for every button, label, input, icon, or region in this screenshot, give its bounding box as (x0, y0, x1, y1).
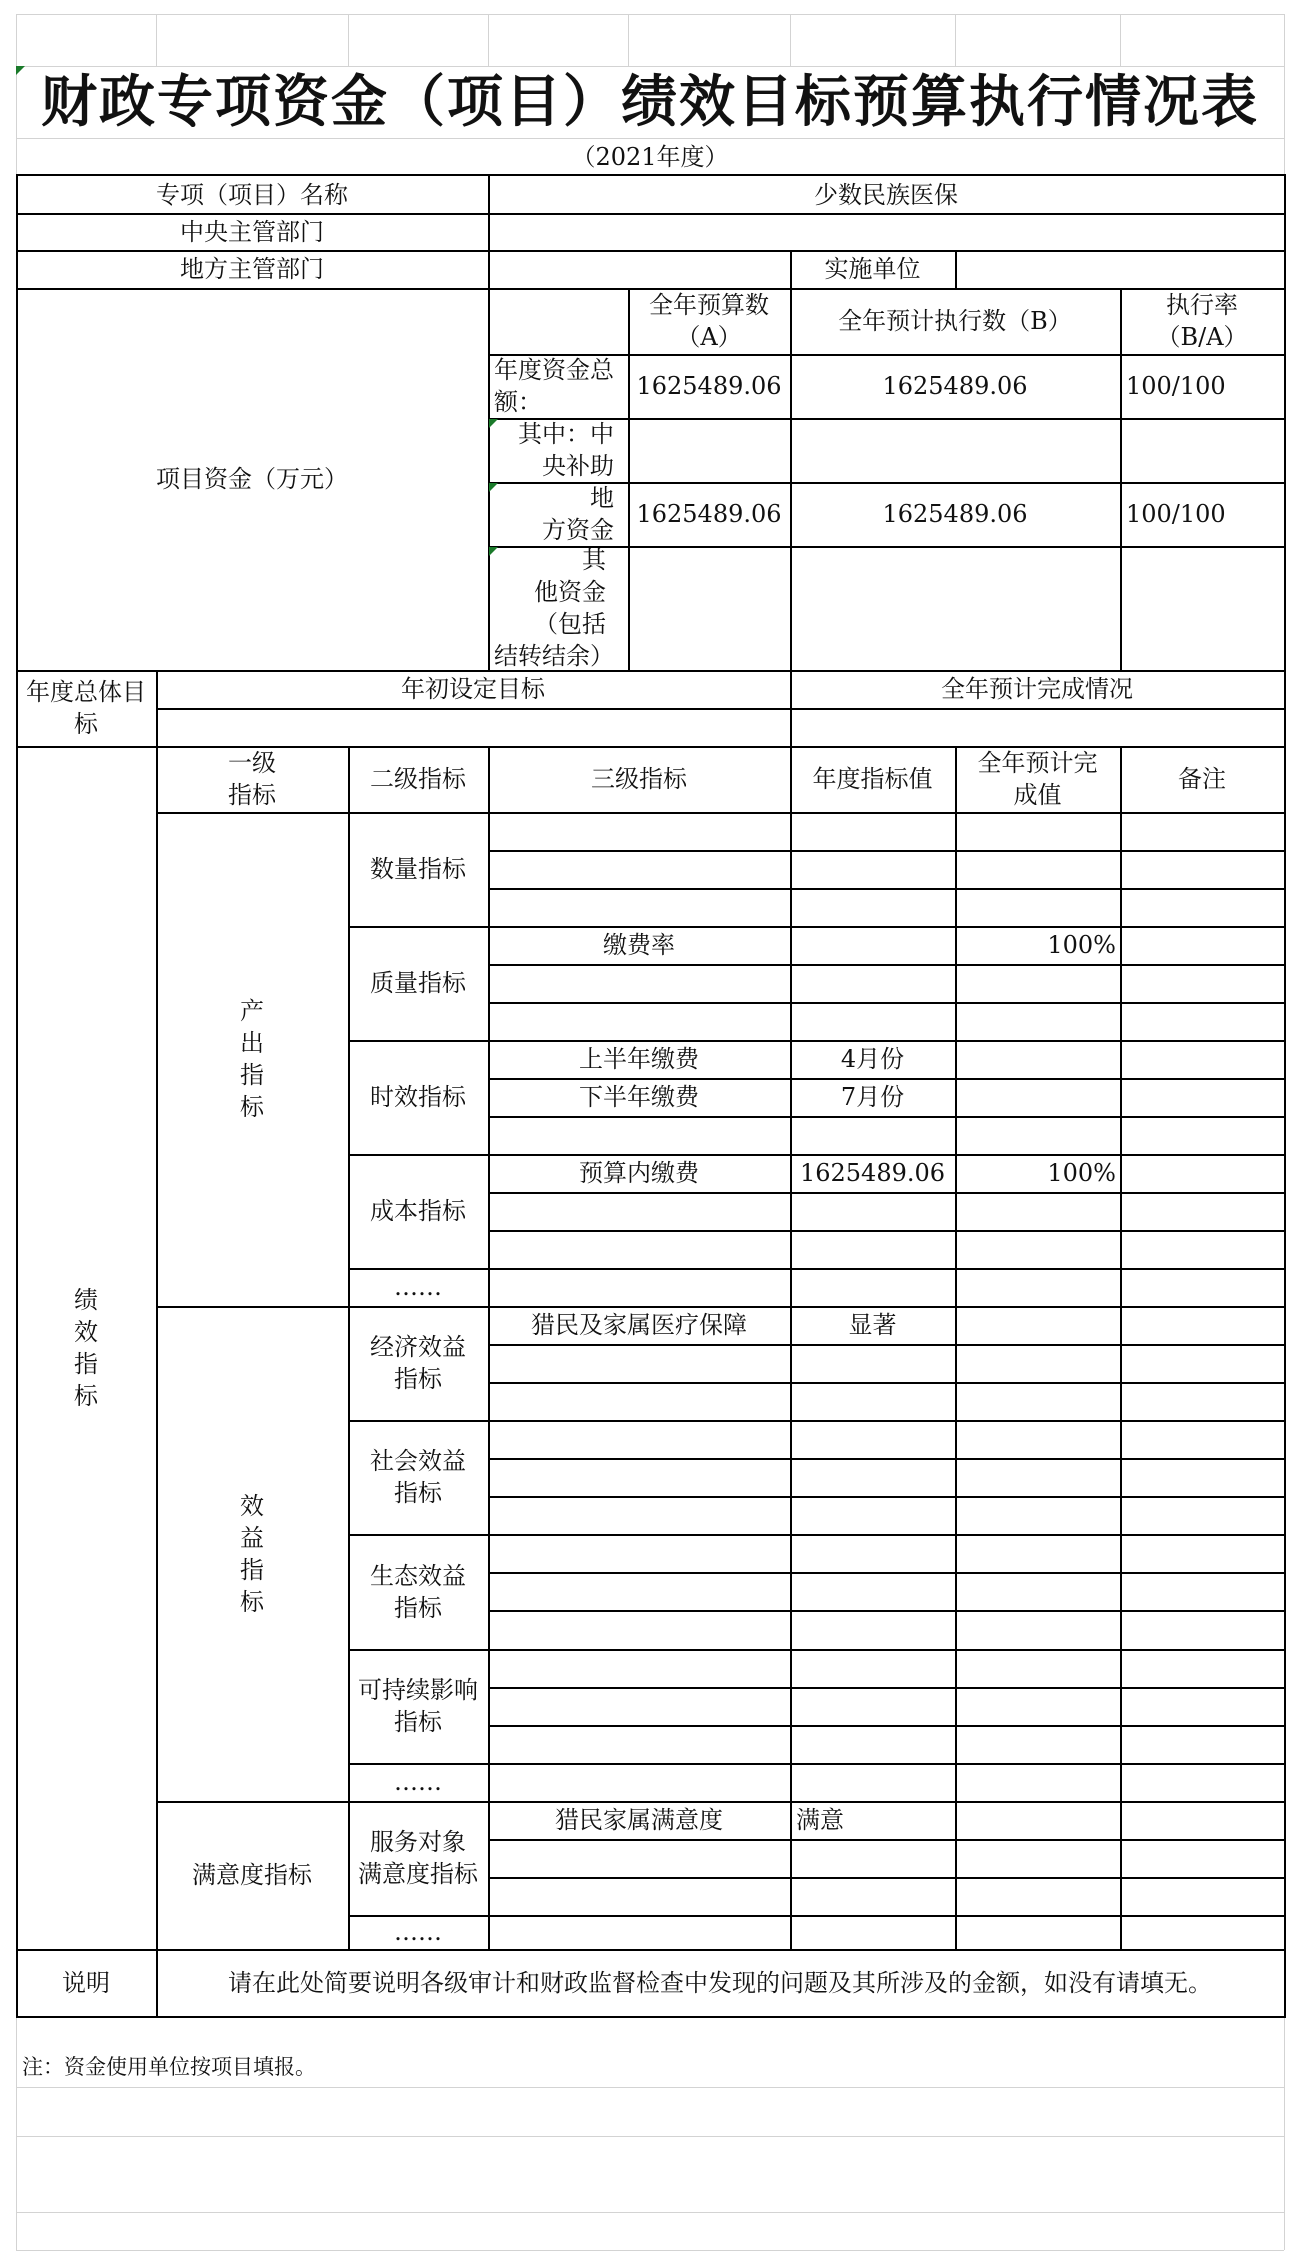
budget-payment-completion[interactable]: 100% (1047, 1159, 1116, 1187)
table-border-line (488, 1458, 1286, 1460)
table-border-line (488, 1496, 1286, 1498)
explanation-text[interactable]: 请在此处简要说明各级审计和财政监督检查中发现的问题及其所涉及的金额，如没有请填无。 (228, 1968, 1212, 1997)
quantity-indicator: 数量指标 (370, 855, 466, 883)
level1-header: 一级 指标 (228, 749, 276, 809)
level2-header: 二级指标 (370, 765, 466, 793)
year-label: （2021年度） (571, 143, 729, 171)
funds-col-execution: 全年预计执行数（B） (838, 307, 1072, 335)
table-border-line (348, 1268, 1286, 1270)
table-border-line (488, 1382, 1286, 1384)
table-border-line (488, 1192, 1286, 1194)
service-satisfaction-indicator: 服务对象 满意度指标 (358, 1828, 478, 1888)
budget-payment-item[interactable]: 预算内缴费 (579, 1159, 699, 1187)
cell-comment-marker (489, 419, 498, 428)
table-border-line (488, 1002, 1286, 1004)
funds-row-other-label: 其 他资金 （包括 结转结余） (494, 546, 614, 670)
central-dept-label: 中央主管部门 (180, 217, 324, 246)
table-border-line (488, 1687, 1286, 1689)
table-border-line (488, 1877, 1286, 1879)
table-border-line (348, 1649, 1286, 1651)
funds-total-budget[interactable]: 1625489.06 (636, 372, 782, 400)
sheet-gridline (156, 14, 157, 66)
social-benefit-indicator: 社会效益 指标 (370, 1447, 466, 1507)
local-dept-label: 地方主管部门 (180, 255, 324, 283)
benefit-ellipsis: …… (394, 1768, 442, 1796)
sheet-gridline (488, 14, 489, 66)
table-border-line (488, 546, 1286, 548)
explanation-label: 说明 (62, 1968, 110, 1997)
table-border-line (348, 1763, 1286, 1765)
sheet-gridline (790, 14, 791, 66)
output-indicators: 产 出 指 标 (240, 997, 264, 1121)
table-border-line (488, 1610, 1286, 1612)
payment-rate-item[interactable]: 缴费率 (603, 931, 675, 959)
remark-header: 备注 (1178, 765, 1226, 793)
funds-row-local-label: 地 方资金 (542, 484, 614, 544)
sustainable-impact-indicator: 可持续影响 指标 (358, 1676, 478, 1736)
annual-goal-label: 年度总体目 标 (26, 678, 146, 738)
sheet-gridline (16, 138, 1284, 139)
sheet-gridline (955, 14, 956, 66)
funds-local-rate[interactable]: 100/100 (1126, 500, 1226, 528)
table-border-line (488, 850, 1286, 852)
sheet-gridline (16, 2087, 1284, 2088)
cost-indicator: 成本指标 (370, 1197, 466, 1225)
sheet-title: 财政专项资金（项目）绩效目标预算执行情况表 (41, 69, 1259, 135)
budget-payment-value[interactable]: 1625489.06 (799, 1159, 946, 1187)
table-border-line (488, 1572, 1286, 1574)
table-border-line (955, 250, 957, 288)
payment-rate-completion[interactable]: 100% (1047, 931, 1116, 959)
table-border-line (16, 2016, 1286, 2018)
hunter-medical-item[interactable]: 猎民及家属医疗保障 (531, 1311, 747, 1339)
sheet-gridline (16, 2212, 1284, 2213)
timeliness-indicator: 时效指标 (370, 1083, 466, 1111)
table-border-line (488, 1725, 1286, 1727)
cell-comment-marker (16, 66, 25, 75)
output-ellipsis: …… (394, 1273, 442, 1301)
table-border-line (1284, 174, 1286, 2018)
sheet-gridline (16, 2250, 1284, 2251)
funds-row-central-label: 其中：中 央补助 (518, 420, 614, 480)
target-header: 年度指标值 (812, 765, 933, 793)
benefit-indicators: 效 益 指 标 (240, 1491, 264, 1616)
impl-unit-label: 实施单位 (824, 255, 921, 283)
table-border-line (488, 1230, 1286, 1232)
project-name-label: 专项（项目）名称 (156, 180, 348, 209)
project-name-value[interactable]: 少数民族医保 (814, 180, 958, 209)
initial-goal-header: 年初设定目标 (401, 675, 545, 703)
table-border-line (488, 1344, 1286, 1346)
ecological-benefit-indicator: 生态效益 指标 (370, 1561, 466, 1622)
table-border-line (348, 1420, 1286, 1422)
sheet-gridline (1120, 14, 1121, 66)
table-border-line (488, 888, 1286, 890)
funds-col-budget: 全年预算数 （A） (649, 291, 769, 351)
funds-col-rate: 执行率 （B/A） (1156, 291, 1248, 351)
economic-benefit-indicator: 经济效益 指标 (370, 1333, 466, 1393)
hunter-satisfaction-item[interactable]: 猎民家属满意度 (555, 1806, 723, 1834)
completion-value-header: 全年预计完 成值 (977, 749, 1098, 809)
h1-payment-item[interactable]: 上半年缴费 (579, 1045, 699, 1073)
funds-row-total-label: 年度资金总 额： (494, 356, 614, 416)
funds-local-execution[interactable]: 1625489.06 (882, 500, 1028, 528)
completion-header: 全年预计完成情况 (941, 675, 1133, 703)
funds-total-execution[interactable]: 1625489.06 (882, 372, 1028, 400)
funds-local-budget[interactable]: 1625489.06 (636, 500, 782, 528)
h1-payment-value[interactable]: 4月份 (840, 1045, 905, 1073)
hunter-satisfaction-value[interactable]: 满意 (796, 1806, 844, 1834)
satisfaction-indicators: 满意度指标 (192, 1861, 312, 1889)
funds-label: 项目资金（万元） (156, 465, 348, 493)
quality-indicator: 质量指标 (370, 969, 466, 997)
table-border-line (488, 1839, 1286, 1841)
h2-payment-item[interactable]: 下半年缴费 (579, 1083, 699, 1111)
perf-indicator-label: 绩 效 指 标 (74, 1285, 98, 1410)
cell-comment-marker (489, 483, 498, 492)
footnote: 注：资金使用单位按项目填报。 (22, 2055, 316, 2079)
sheet-gridline (16, 14, 1284, 15)
level3-header: 三级指标 (591, 765, 687, 793)
hunter-medical-value[interactable]: 显著 (848, 1311, 897, 1339)
table-border-line (156, 708, 1286, 710)
funds-total-rate[interactable]: 100/100 (1126, 372, 1226, 400)
table-border-line (488, 964, 1286, 966)
sheet-gridline (348, 14, 349, 66)
satisfaction-ellipsis: …… (394, 1918, 442, 1946)
h2-payment-value[interactable]: 7月份 (840, 1083, 905, 1111)
table-border-line (348, 1534, 1286, 1536)
sheet-gridline (628, 14, 629, 66)
table-border-line (488, 1116, 1286, 1118)
sheet-gridline (16, 2136, 1284, 2137)
cell-comment-marker (489, 547, 498, 556)
table-border-line (348, 1915, 1286, 1917)
